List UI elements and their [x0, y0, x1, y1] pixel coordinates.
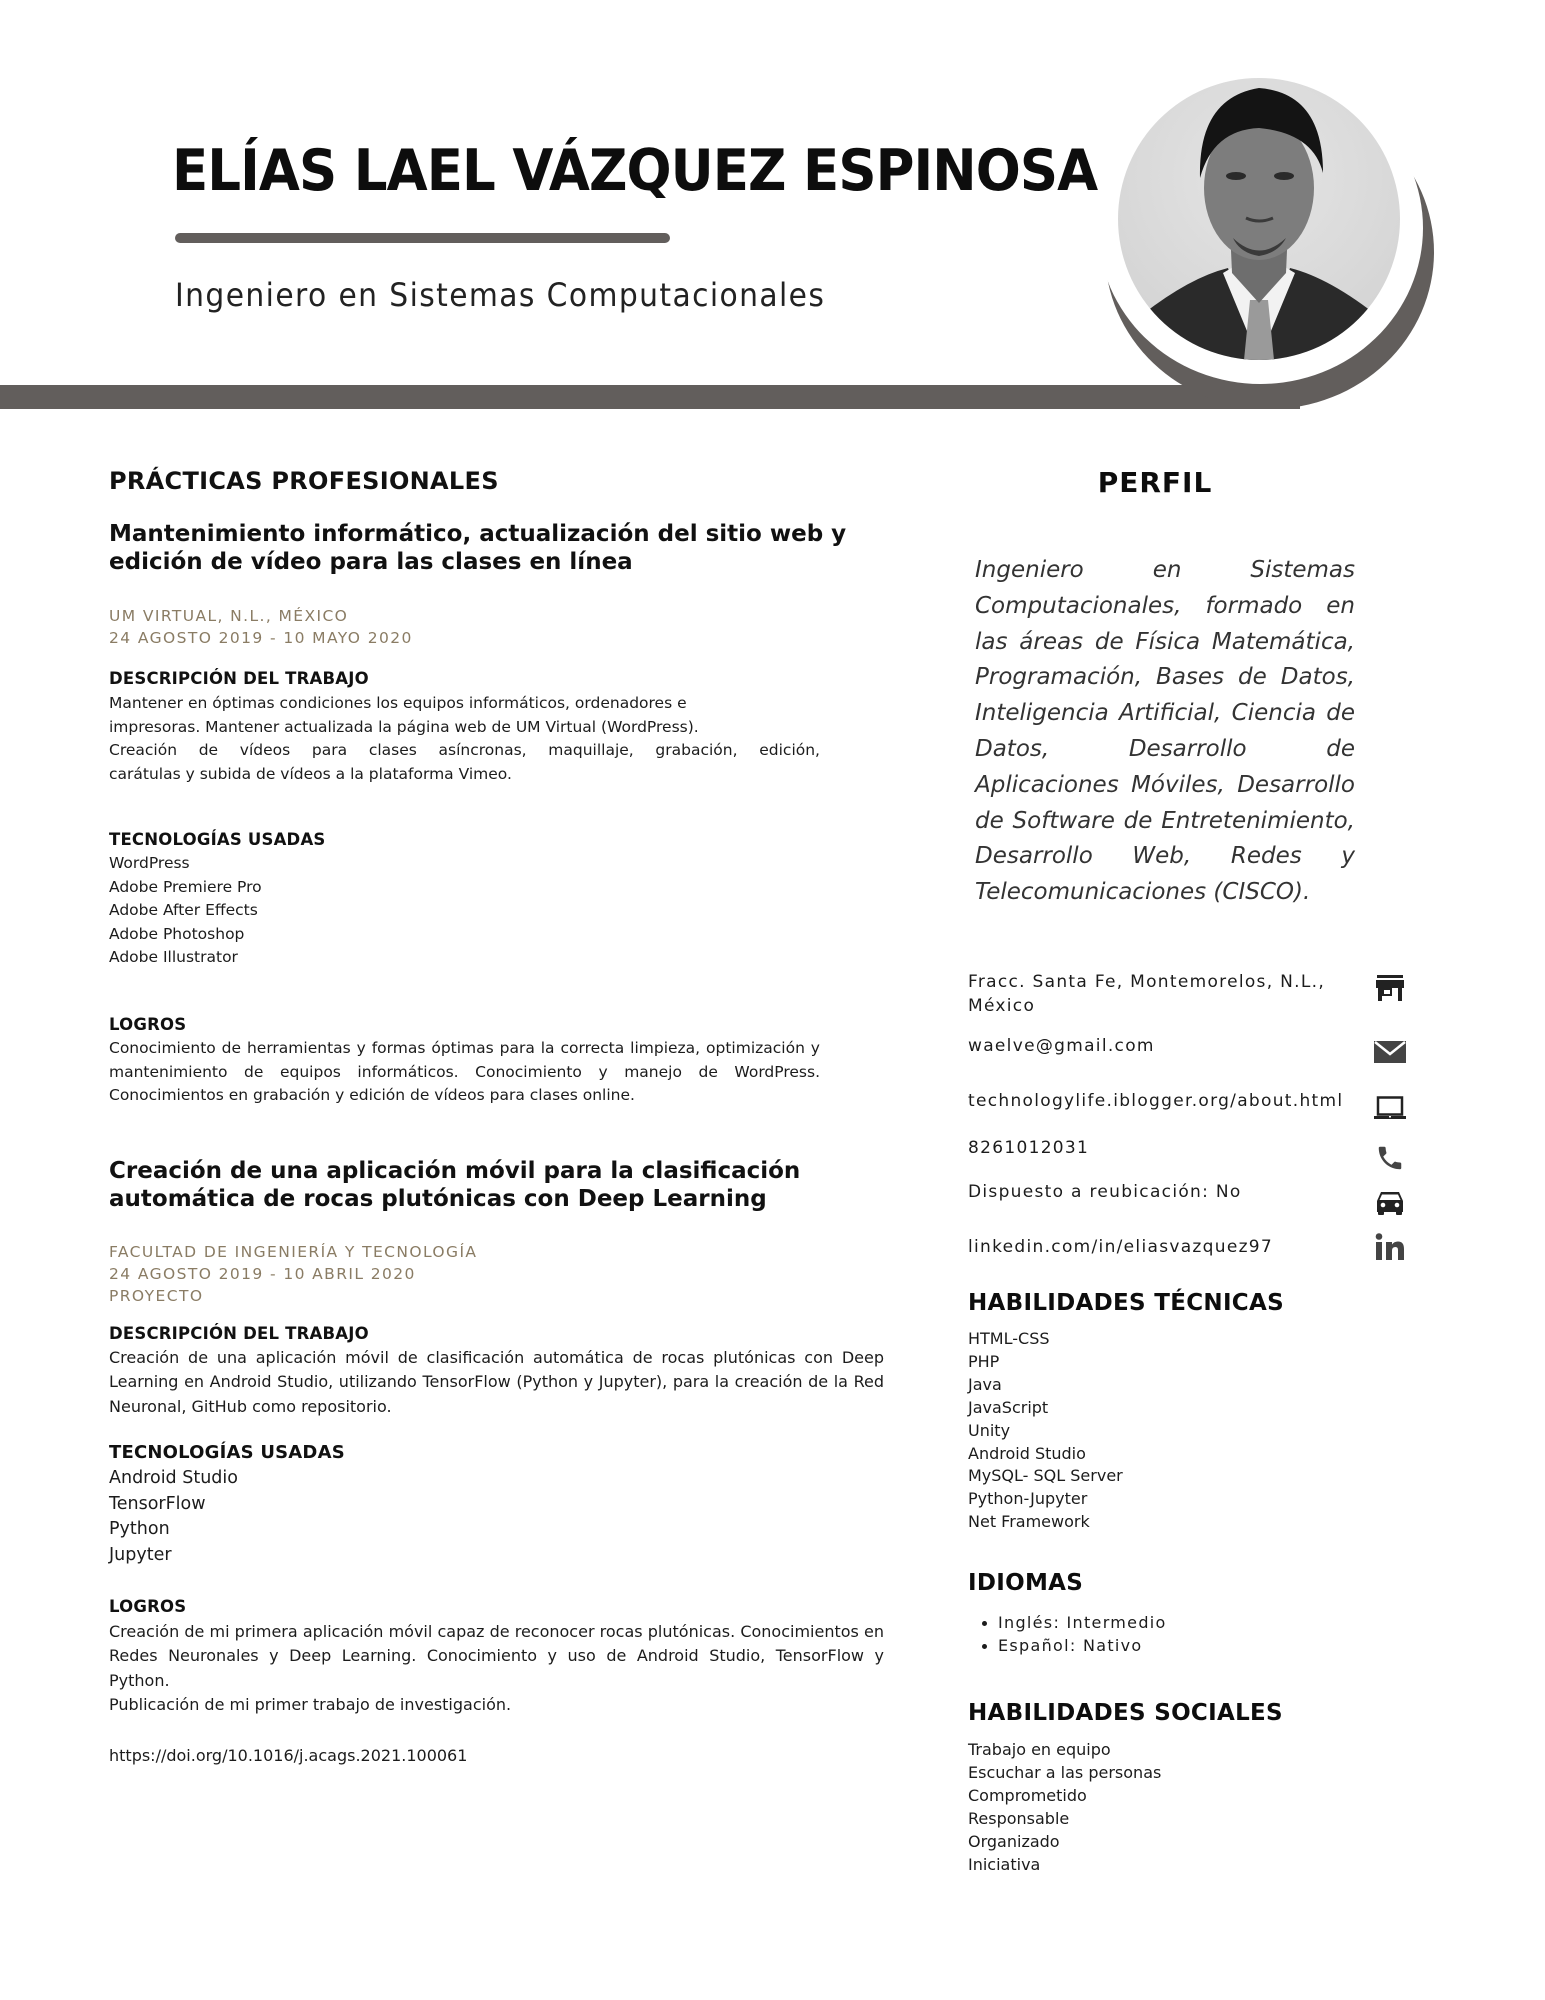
tech-item: Android Studio [109, 1468, 238, 1488]
job-1-organization: UM VIRTUAL, N.L., MÉXICO [109, 607, 349, 625]
skill-item: Android Studio [968, 1443, 1086, 1463]
skill-item: Python-Jupyter [968, 1489, 1088, 1509]
job-2-description-label: DESCRIPCIÓN DEL TRABAJO [109, 1324, 369, 1343]
contact-email[interactable]: waelve@gmail.com [968, 1036, 1155, 1056]
technical-skills-list [968, 1328, 1123, 1534]
profile-section-title: PERFIL [1097, 466, 1213, 499]
soft-skill-item: Organizado [968, 1831, 1060, 1851]
soft-skill-item: Responsable [968, 1808, 1070, 1828]
job-2-organization: FACULTAD DE INGENIERÍA Y TECNOLOGÍA [109, 1243, 478, 1261]
job-1-tech-label: TECNOLOGÍAS USADAS [109, 830, 326, 849]
job-1-description [109, 692, 820, 786]
tech-item: Jupyter [109, 1544, 172, 1565]
language-item: Inglés: Intermedio [982, 1611, 1167, 1634]
header-band-divider [0, 385, 1300, 409]
soft-skill-item: Iniciativa [968, 1854, 1041, 1874]
tech-item: Python [109, 1519, 170, 1539]
skill-item: HTML-CSS [968, 1329, 1050, 1348]
soft-skill-item: Comprometido [968, 1785, 1087, 1805]
job-1-dates: 24 AGOSTO 2019 - 10 MAYO 2020 [109, 629, 413, 647]
publication-doi-link[interactable]: https://doi.org/10.1016/j.acags.2021.100061 [109, 1746, 468, 1765]
skill-item: JavaScript [968, 1397, 1049, 1417]
experience-section-title: PRÁCTICAS PROFESIONALES [109, 467, 499, 495]
phone-icon [1372, 1143, 1408, 1173]
skill-item: Unity [968, 1420, 1011, 1440]
tech-item: Adobe Illustrator [109, 948, 238, 966]
candidate-name: ELÍAS LAEL VÁZQUEZ ESPINOSA [172, 138, 1098, 204]
job-2-tech-list [109, 1466, 238, 1568]
contact-relocation: Dispuesto a reubicación: No [968, 1182, 1242, 1202]
tech-item: Adobe After Effects [109, 901, 258, 919]
job-2-description: Creación de una aplicación móvil de clasificación automática de rocas plutónicas con Deep Learning en Android Studio, utilizando TensorFlow (Python y Jupyter), para la creación de la Red Neuronal, GitHub como repositorio. [109, 1348, 884, 1416]
contact-phone[interactable]: 8261012031 [968, 1138, 1090, 1158]
contact-linkedin[interactable]: linkedin.com/in/eliasvazquez97 [968, 1237, 1274, 1257]
job-1-description-line: carátulas y subida de vídeos a la plataforma Vimeo. [109, 764, 512, 783]
job-1-description-line: impresoras. Mantener actualizada la página web de UM Virtual (WordPress). [109, 717, 699, 736]
job-2-achievements-label: LOGROS [109, 1597, 187, 1616]
profile-summary: Ingeniero en Sistemas Computacionales, formado en las áreas de Física Matemática, Programación, Bases de Datos, Inteligencia Artificial, Ciencia de Datos, Desarrollo de Aplicaciones Móviles, Desarrollo de Software de Entretenimiento, Desarrollo Web, Redes y Telecomunicaciones (CISCO). [975, 557, 1355, 906]
technical-skills-title: HABILIDADES TÉCNICAS [968, 1290, 1284, 1316]
skill-item: MySQL- SQL Server [968, 1466, 1123, 1486]
contact-website[interactable]: technologylife.iblogger.org/about.html [968, 1091, 1344, 1111]
soft-skill-item: Trabajo en equipo [968, 1740, 1111, 1759]
languages-title: IDIOMAS [968, 1570, 1084, 1596]
mail-icon [1372, 1037, 1408, 1067]
tech-item: TensorFlow [109, 1493, 206, 1514]
laptop-icon [1372, 1093, 1408, 1123]
job-1-tech-list [109, 852, 262, 970]
tech-item: Adobe Photoshop [109, 924, 245, 943]
tech-item: WordPress [109, 854, 190, 872]
job-2-publication-note: Publicación de mi primer trabajo de investigación. [109, 1695, 512, 1714]
job-2-type: PROYECTO [109, 1287, 204, 1305]
languages-list [982, 1611, 1167, 1657]
skill-item: PHP [968, 1351, 1000, 1371]
linkedin-icon [1372, 1232, 1408, 1262]
job-2-achievements: Creación de mi primera aplicación móvil capaz de reconocer rocas plutónicas. Conocimientos en Redes Neuronales y Deep Learning. Conocimiento y uso de Android Studio, TensorFlow y Python. [109, 1622, 884, 1690]
job-1-description-line: Mantener en óptimas condiciones los equipos informáticos, ordenadores e [109, 694, 687, 712]
job-2-dates: 24 AGOSTO 2019 - 10 ABRIL 2020 [109, 1265, 416, 1283]
profile-photo-icon [1118, 78, 1400, 360]
contact-address: Fracc. Santa Fe, Montemorelos, N.L., México [968, 972, 1326, 1016]
soft-skill-item: Escuchar a las personas [968, 1762, 1162, 1782]
tech-item: Adobe Premiere Pro [109, 877, 262, 896]
store-icon [1372, 973, 1408, 1003]
soft-skills-list [968, 1739, 1161, 1876]
name-underline-divider [175, 233, 670, 243]
skill-item: Net Framework [968, 1512, 1090, 1532]
car-icon [1372, 1188, 1408, 1218]
job-1-achievements-label: LOGROS [109, 1015, 187, 1034]
skill-item: Java [968, 1374, 1002, 1394]
soft-skills-title: HABILIDADES SOCIALES [968, 1700, 1283, 1726]
candidate-profession: Ingeniero en Sistemas Computacionales [175, 276, 826, 314]
job-1-description-label: DESCRIPCIÓN DEL TRABAJO [109, 669, 369, 688]
job-1-title: Mantenimiento informático, actualización del sitio web y edición de vídeo para las clases en línea [109, 521, 847, 575]
job-1-description-line: Creación de vídeos para clases asíncronas, maquillaje, grabación, edición, [109, 741, 820, 759]
job-2-tech-label: TECNOLOGÍAS USADAS [109, 1442, 345, 1463]
job-2-title: Creación de una aplicación móvil para la clasificación automática de rocas plutónicas con Deep Learning [109, 1158, 801, 1212]
avatar [1118, 78, 1400, 360]
job-1-achievements: Conocimiento de herramientas y formas óptimas para la correcta limpieza, optimización y mantenimiento de equipos informáticos. Conocimiento y manejo de WordPress. Conocimientos en grabación y edición de vídeos para clases online. [109, 1039, 820, 1104]
language-item: Español: Nativo [982, 1634, 1167, 1657]
